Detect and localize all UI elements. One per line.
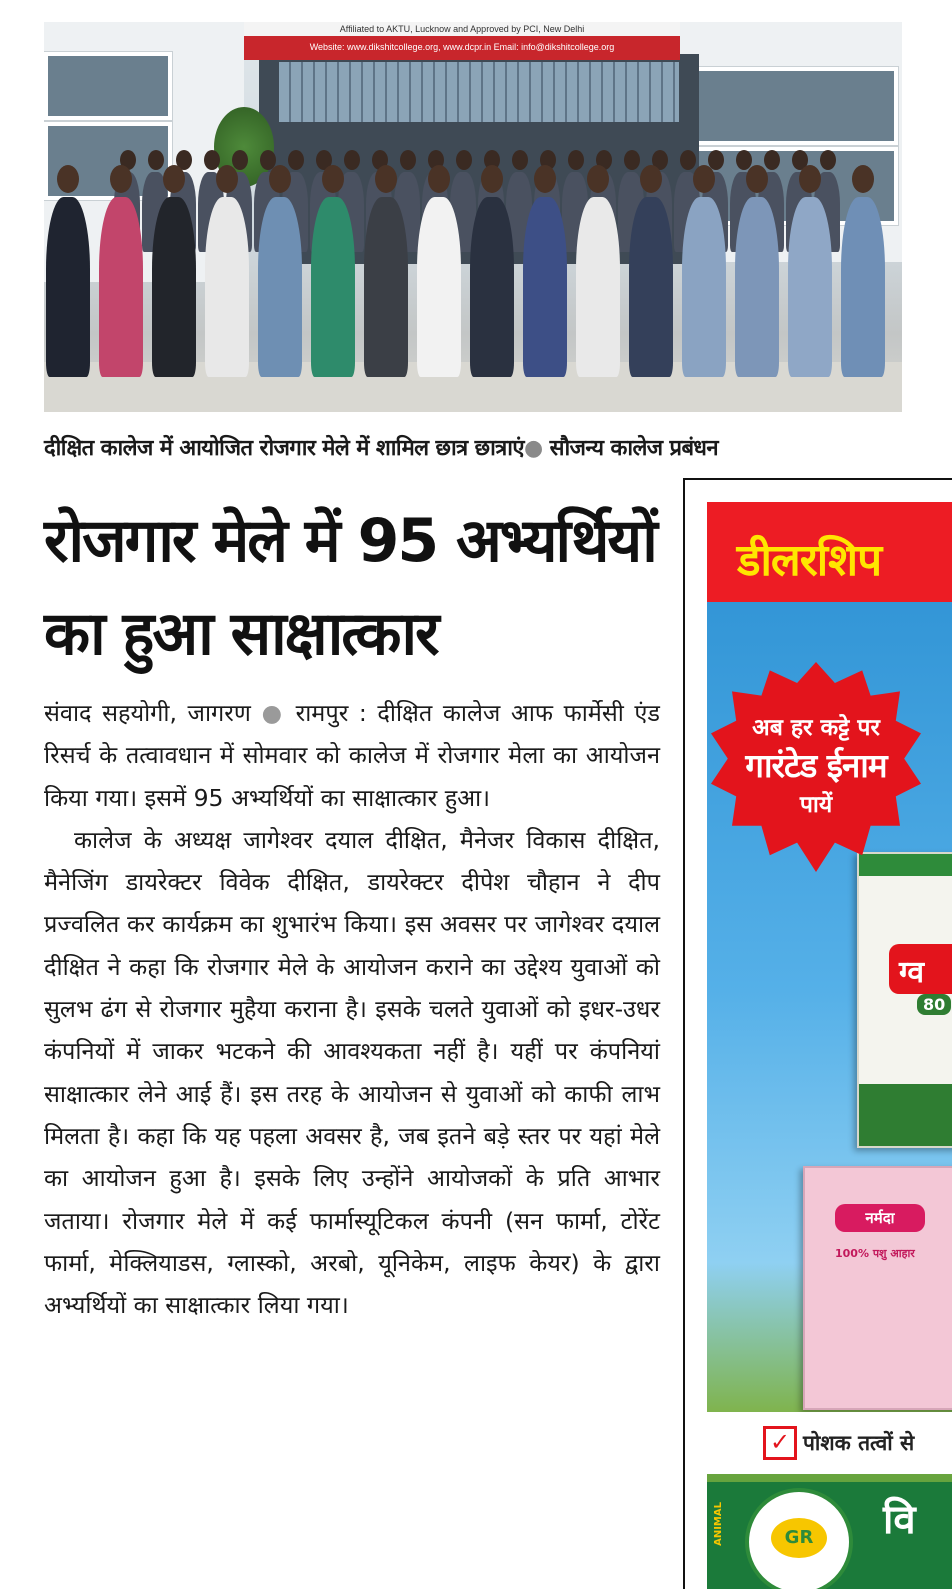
bag-brand: ग्व	[899, 955, 925, 990]
feed-bag-green	[857, 852, 952, 1148]
student-figure	[46, 197, 90, 377]
lead-text: दीक्षित कालेज आफ फार्मेसी एंड रिसर्च के तत्वावधान में सोमवार को कालेज में रोजगार मेला का आयोजन किया गया। इसमें 95 अभ्यर्थियों का साक्षात्कार हुआ।	[44, 699, 660, 812]
bullet-dot-icon: ●	[261, 699, 286, 727]
student-figure	[311, 197, 355, 377]
student-head	[624, 150, 640, 170]
window	[670, 67, 898, 145]
student-head	[428, 165, 450, 193]
bag-brand: नर्मदा	[835, 1204, 925, 1232]
entrance-glass	[279, 62, 679, 122]
student-head	[693, 165, 715, 193]
lead-paragraph	[44, 692, 660, 819]
student-head	[148, 150, 164, 170]
bag-bottom-band	[859, 1084, 952, 1146]
student-head	[163, 165, 185, 193]
burst-line-2: गारंटेड ईनाम	[745, 746, 887, 785]
photo-credit: सौजन्य कालेज प्रबंधन	[549, 436, 718, 461]
burst-line-1: अब हर कट्टे पर	[752, 715, 880, 741]
student-figure	[788, 197, 832, 377]
student-head	[640, 165, 662, 193]
student-figure	[417, 197, 461, 377]
student-figure	[364, 197, 408, 377]
burst-line-3: पायें	[799, 792, 833, 818]
student-head	[288, 150, 304, 170]
starburst-text	[711, 710, 921, 819]
logo-side-text: ANIMAL	[713, 1502, 724, 1546]
bag-subtitle: 100% पशु आहार	[835, 1247, 915, 1260]
news-photo	[44, 22, 902, 412]
body-paragraph: कालेज के अध्यक्ष जागेश्वर दयाल दीक्षित, मैनेजर विकास दीक्षित, मैनेजिंग डायरेक्टर विवेक दीक्षित, डायरेक्टर दीपेश चौहान ने दीप प्रज्वलित कर कार्यक्रम का शुभारंभ किया। इस अवसर पर जागेश्वर दयाल दीक्षित ने कहा कि रोजगार मेले के आयोजन कराने का उद्देश्य युवाओं को सुलभ ढंग से रोजगार मुहैया कराना है। इसके चलते युवाओं को इधर-उधर कंपनियों में जाकर भटकने की आवश्यकता नहीं है। यहीं पर कंपनियां साक्षात्कार लेने आई हैं। इस तरह के आयोजन से युवाओं को काफी लाभ मिलता है। कहा कि यह पहला अवसर है, जब इतने बड़े स्तर पर यहां मेले का आयोजन हुआ है। इसके लिए उन्होंने आयोजकों के प्रति आभार जताया। रोजगार मेले में कई फार्मास्यूटिकल कंपनी (सन फार्मा, टोरेंट फार्मा, मेक्लियाडस, ग्लास्को, अरबो, यूनिकेम, लाइफ केयर) के द्वारा अभ्यर्थियों का साक्षात्कार लिया गया।	[44, 825, 661, 1320]
dateline: रामपुर :	[295, 699, 367, 727]
student-head	[764, 150, 780, 170]
student-head	[375, 165, 397, 193]
banner-affiliation: Affiliated to AKTU, Lucknow and Approved by PCI, New Delhi	[244, 22, 680, 36]
student-head	[216, 165, 238, 193]
student-head	[269, 165, 291, 193]
headline-line-2: का हुआ साक्षात्कार	[44, 599, 438, 669]
student-figure	[99, 197, 143, 377]
logo-initials: GR	[771, 1518, 827, 1558]
feed-bag-pink	[803, 1166, 952, 1410]
student-head	[568, 150, 584, 170]
student-figure	[470, 197, 514, 377]
student-figure	[152, 197, 196, 377]
student-figure	[629, 197, 673, 377]
advertisement-frame	[683, 478, 952, 1589]
byline: संवाद सहयोगी, जागरण	[44, 699, 251, 727]
caption-text: दीक्षित कालेज में आयोजित रोजगार मेले में शामिल छात्र छात्राएं	[44, 436, 524, 461]
checkbox-tick-icon: ✓	[763, 1426, 797, 1460]
feature-row	[707, 1412, 952, 1474]
student-head	[481, 165, 503, 193]
student-head	[400, 150, 416, 170]
student-head	[204, 150, 220, 170]
window	[44, 52, 172, 120]
student-head	[820, 150, 836, 170]
student-head	[534, 165, 556, 193]
feature-text: पोशक तत्वों से	[803, 1431, 915, 1455]
student-head	[322, 165, 344, 193]
student-figure	[682, 197, 726, 377]
student-head	[456, 150, 472, 170]
headline-line-1: रोजगार मेले में 95 अभ्यर्थियों	[44, 506, 656, 576]
student-head	[587, 165, 609, 193]
student-head	[680, 150, 696, 170]
headline	[44, 495, 684, 681]
bullet-dot-icon: ●	[523, 436, 543, 461]
article-body	[44, 692, 660, 1326]
student-head	[852, 165, 874, 193]
photo-caption	[44, 432, 904, 462]
student-figure	[523, 197, 567, 377]
student-head	[344, 150, 360, 170]
student-head	[57, 165, 79, 193]
student-head	[746, 165, 768, 193]
ad-title: डीलरशिप	[737, 535, 882, 586]
ad-footer-text: वि	[883, 1497, 916, 1543]
student-figure	[258, 197, 302, 377]
student-figure	[205, 197, 249, 377]
student-figure	[735, 197, 779, 377]
brand-logo	[745, 1488, 853, 1589]
student-head	[799, 165, 821, 193]
student-head	[110, 165, 132, 193]
advertisement	[707, 502, 952, 1589]
ad-footer-band	[707, 1482, 952, 1589]
student-figure	[576, 197, 620, 377]
bag-number: 80	[917, 994, 951, 1015]
student-head	[512, 150, 528, 170]
college-banner	[244, 22, 680, 60]
banner-contact: Website: www.dikshitcollege.org, www.dcpr.in Email: info@dikshitcollege.org	[309, 42, 615, 52]
bag-top-band	[859, 854, 952, 876]
student-figure	[841, 197, 885, 377]
student-head	[232, 150, 248, 170]
